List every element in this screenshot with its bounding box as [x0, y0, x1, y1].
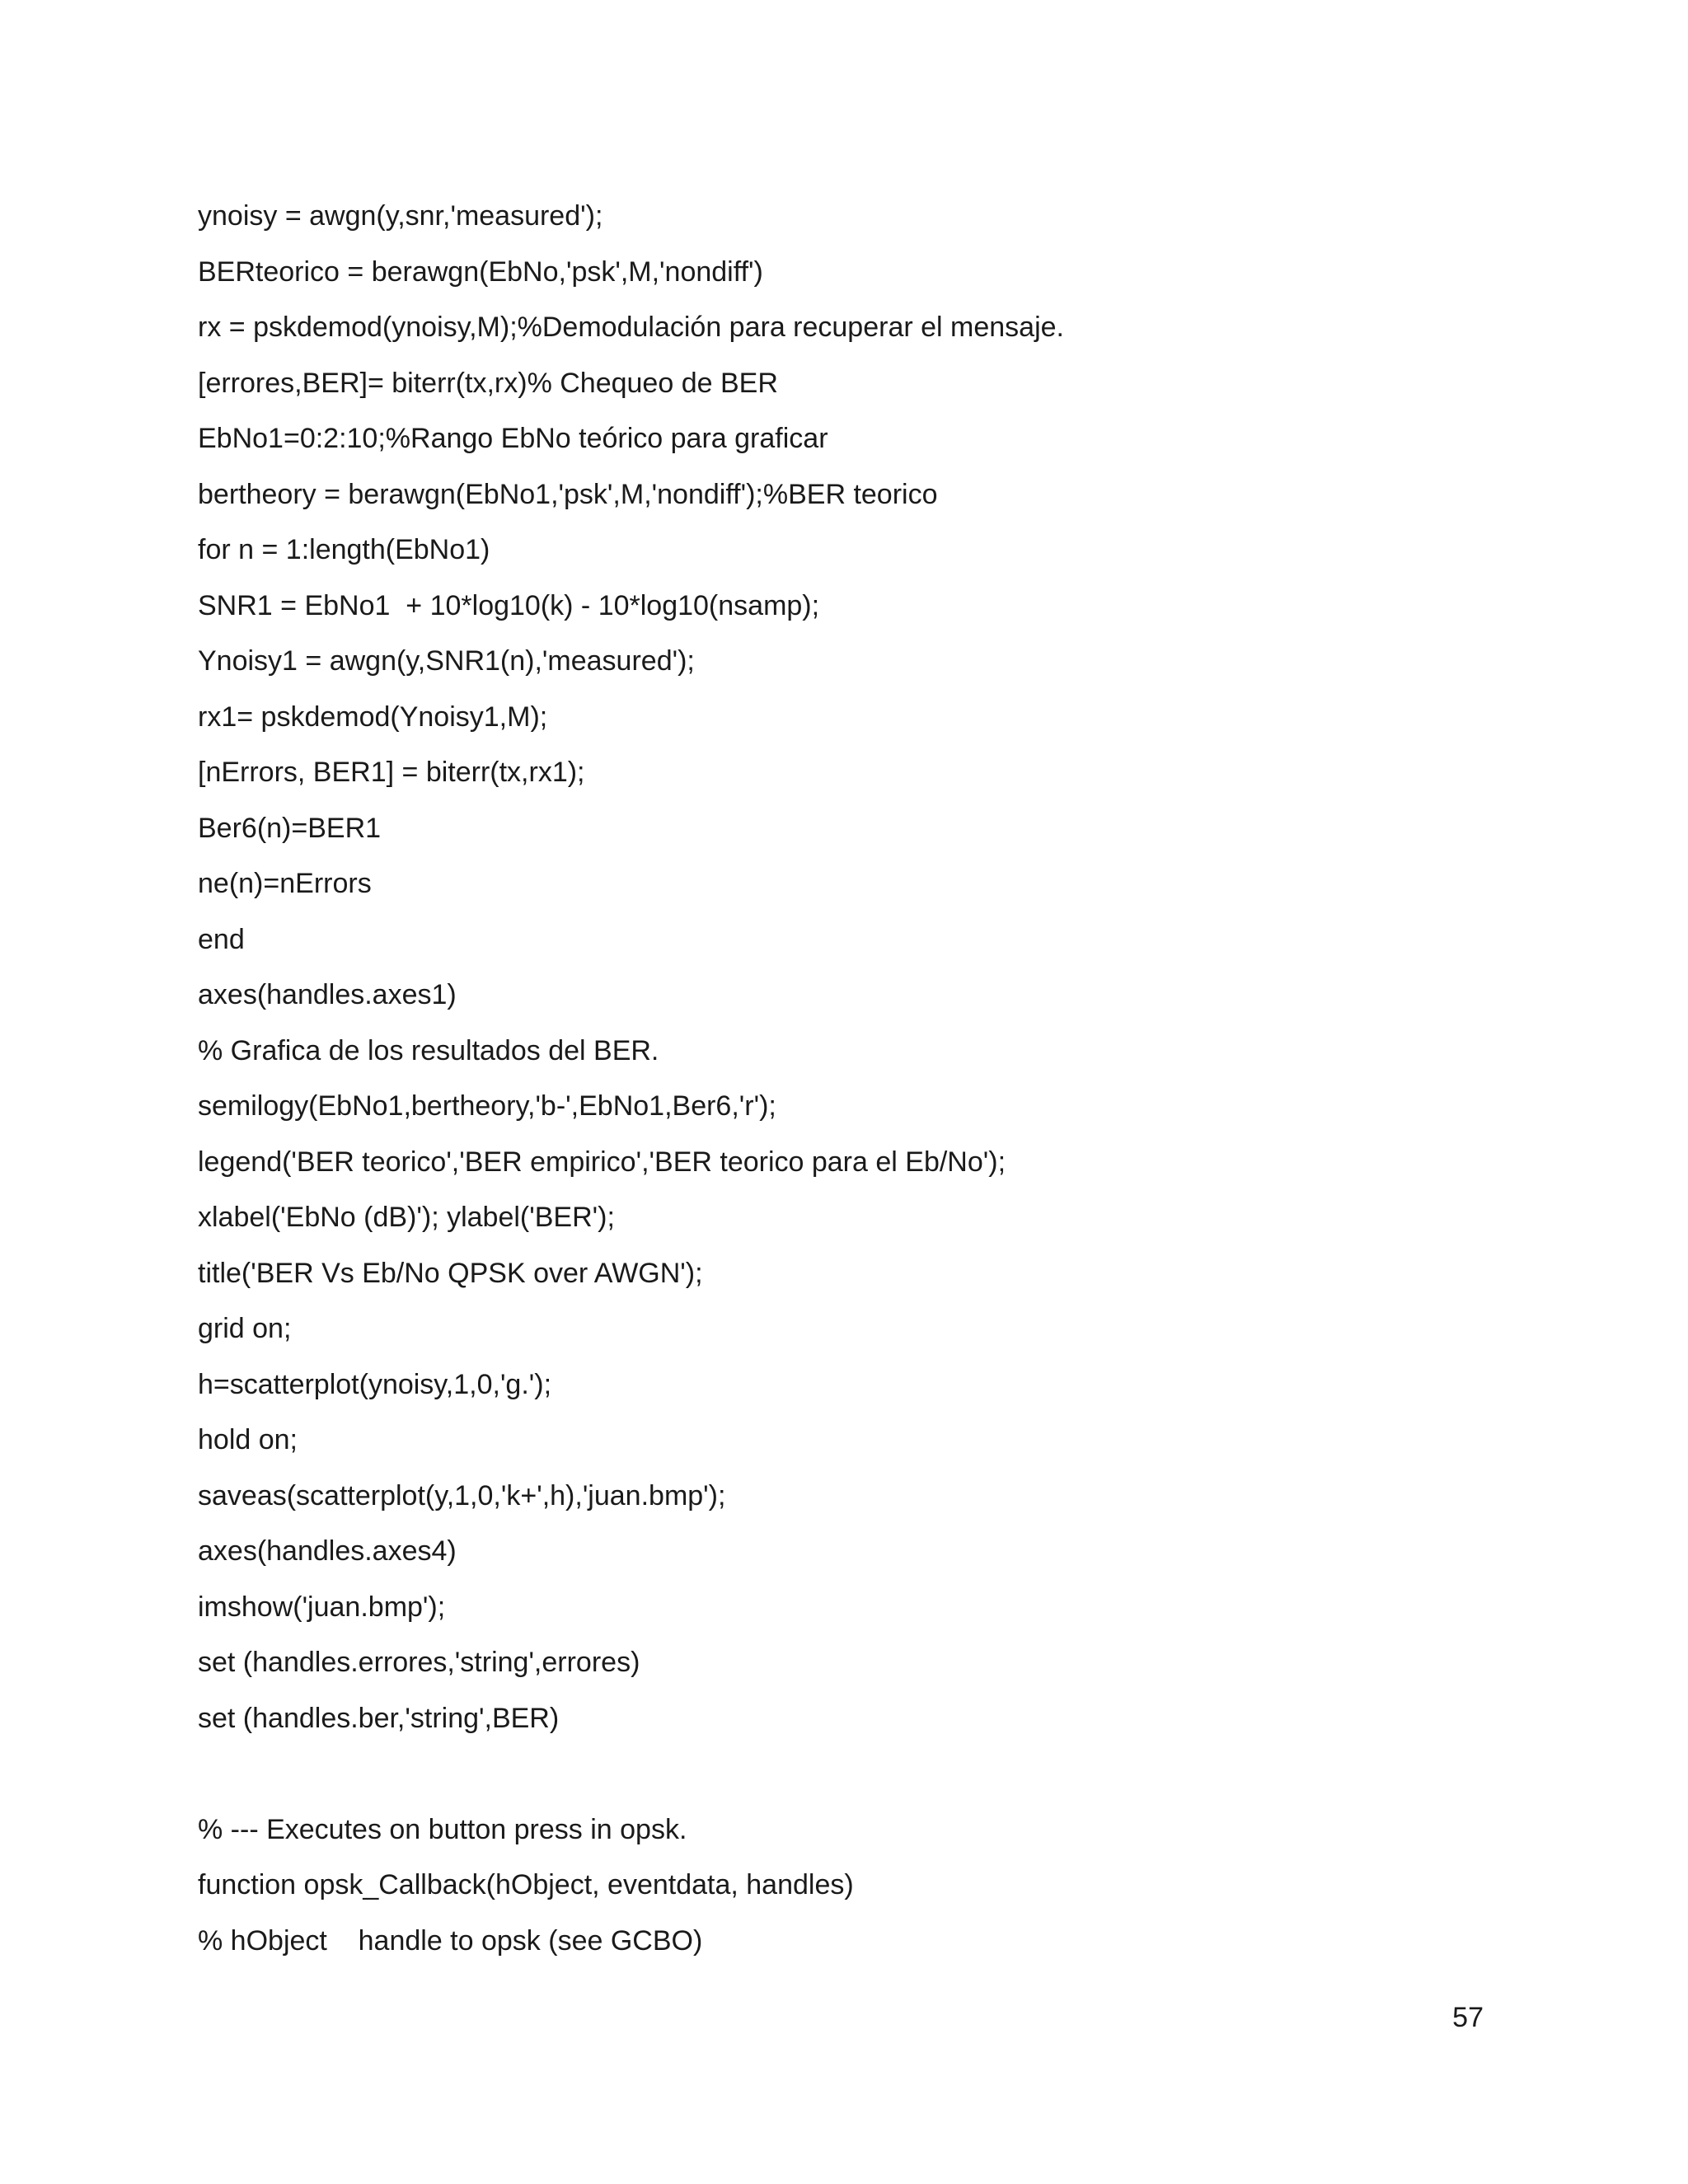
- code-line: BERteorico = berawgn(EbNo,'psk',M,'nondiff'): [198, 255, 763, 288]
- code-line: semilogy(EbNo1,bertheory,'b-',EbNo1,Ber6,'r');: [198, 1090, 776, 1122]
- code-line: rx1= pskdemod(Ynoisy1,M);: [198, 701, 548, 733]
- code-line: h=scatterplot(ynoisy,1,0,'g.');: [198, 1368, 552, 1400]
- code-listing: [198, 196, 1484, 1976]
- code-line: legend('BER teorico','BER empirico','BER teorico para el Eb/No');: [198, 1146, 1006, 1178]
- code-line: imshow('juan.bmp');: [198, 1591, 446, 1623]
- blank-line: [198, 1754, 1484, 1810]
- code-line: % --- Executes on button press in opsk.: [198, 1813, 687, 1845]
- code-line: hold on;: [198, 1424, 298, 1455]
- code-line: [errores,BER]= biterr(tx,rx)% Chequeo de BER: [198, 367, 778, 399]
- code-line: SNR1 = EbNo1 + 10*log10(k) - 10*log10(nsamp);: [198, 589, 820, 621]
- code-line: axes(handles.axes4): [198, 1535, 457, 1567]
- code-line: axes(handles.axes1): [198, 979, 457, 1010]
- code-line: grid on;: [198, 1313, 292, 1344]
- code-line: saveas(scatterplot(y,1,0,'k+',h),'juan.bmp');: [198, 1479, 726, 1511]
- code-line: end: [198, 923, 245, 955]
- code-line: xlabel('EbNo (dB)'); ylabel('BER');: [198, 1202, 615, 1233]
- code-line: function opsk_Callback(hObject, eventdata, handles): [198, 1869, 854, 1900]
- code-line: EbNo1=0:2:10;%Rango EbNo teórico para graficar: [198, 423, 828, 454]
- code-line: title('BER Vs Eb/No QPSK over AWGN');: [198, 1257, 703, 1289]
- code-line: [nErrors, BER1] = biterr(tx,rx1);: [198, 757, 585, 788]
- code-line: bertheory = berawgn(EbNo1,'psk',M,'nondiff');%BER teorico: [198, 478, 938, 510]
- code-line: ne(n)=nErrors: [198, 868, 372, 899]
- code-line: % Grafica de los resultados del BER.: [198, 1034, 659, 1066]
- code-line: ynoisy = awgn(y,snr,'measured');: [198, 200, 603, 232]
- code-line: set (handles.errores,'string',errores): [198, 1647, 640, 1678]
- code-line: rx = pskdemod(ynoisy,M);%Demodulación para recuperar el mensaje.: [198, 312, 1064, 343]
- code-line: Ynoisy1 = awgn(y,SNR1(n),'measured');: [198, 645, 695, 677]
- page-number: 57: [1452, 2002, 1484, 2033]
- code-line: % hObject handle to opsk (see GCBO): [198, 1924, 703, 1957]
- code-line: Ber6(n)=BER1: [198, 812, 382, 844]
- code-line: set (handles.ber,'string',BER): [198, 1702, 560, 1734]
- code-line: for n = 1:length(EbNo1): [198, 534, 490, 565]
